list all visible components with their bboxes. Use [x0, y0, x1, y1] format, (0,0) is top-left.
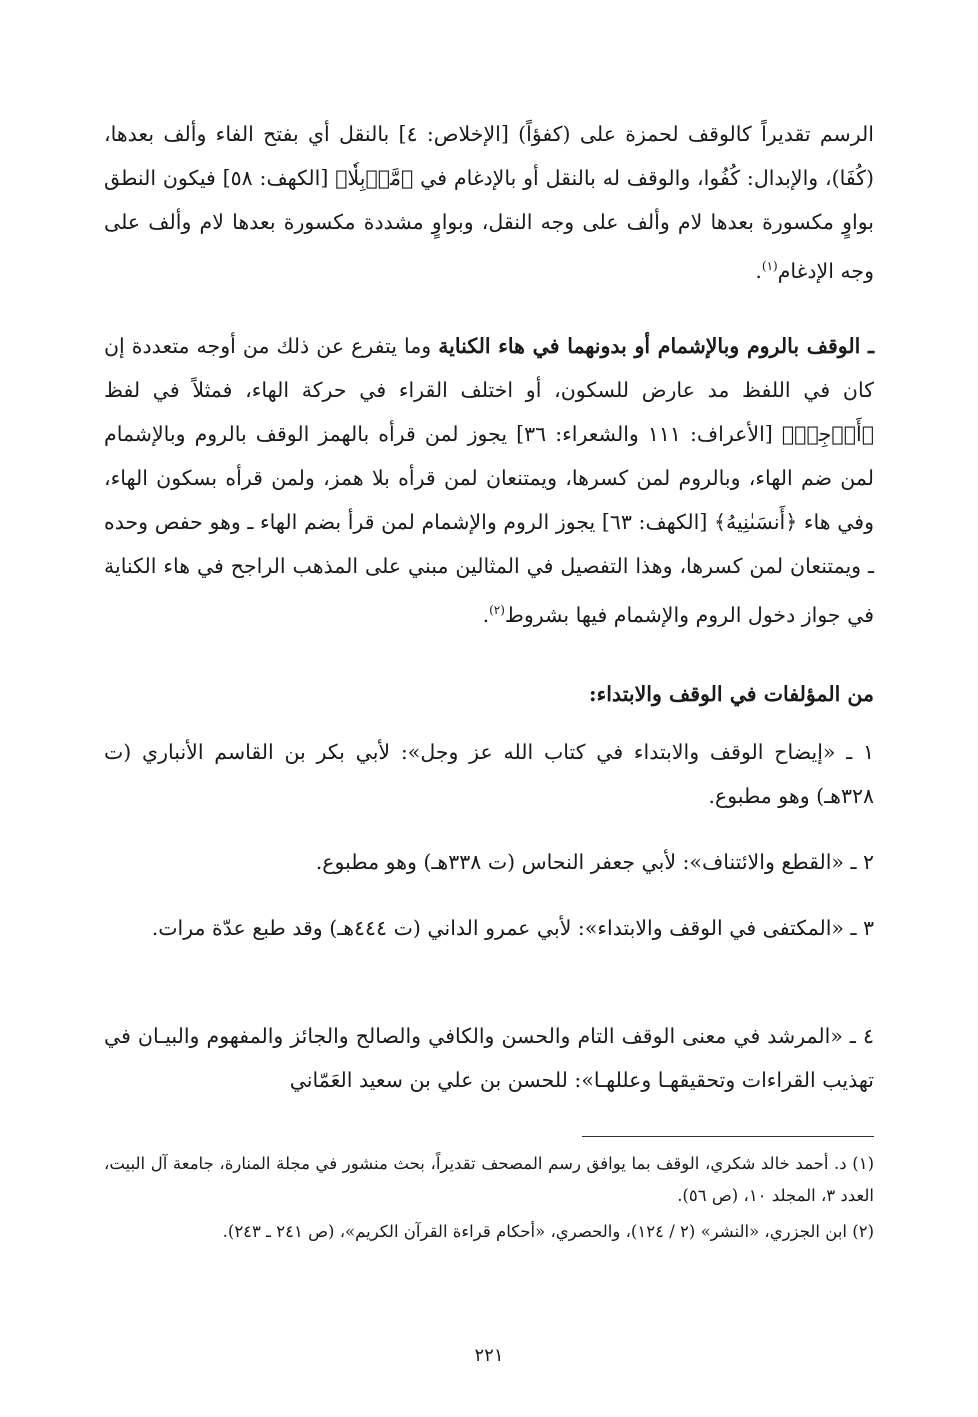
- footnotes: [104, 1148, 874, 1252]
- paragraph-1: [104, 112, 874, 293]
- paragraph-2-text: وما يتفرع عن ذلك من أوجه متعددة إن كان في اللفظ مد عارض للسكون، أو اختلف القراء في حركة الهاء، فمثلاً في لفظ ﴿أَرۡجِهۡ﴾ [الأعراف: ١١١ والشعراء: ٣٦] يجوز لمن قرأه بالهمز الوقف بالروم وبالإشمام لمن ضم الهاء، وبالروم لمن كسرها، ويمتنعان لمن قرأه بلا همز، ولمن قرأه بسكون الهاء، وفي هاء ﴿أَنسَىٰنِيهُ﴾ [الكهف: ٦٣] يجوز الروم والإشمام لمن قرأ بضم الهاء ـ وهو حفص وحده ـ ويمتنعان لمن كسرها، وهذا التفصيل في المثالين مبني على المذهب الراجح في هاء الكناية في جواز دخول الروم والإشمام فيها بشروط: [104, 334, 875, 627]
- list-item-2: ٢ ـ «القطع والائتناف»: لأبي جعفر النحاس (ت ٣٣٨هـ) وهو مطبوع.: [315, 850, 874, 874]
- footnote-1: (١) د. أحمد خالد شكري، الوقف بما يوافق رسم المصحف تقديراً، بحث منشور في مجلة المنارة، جامعة آل البيت، العدد ٣، المجلد ١٠، (ص ٥٦).: [104, 1154, 874, 1205]
- paragraph-2-lead: ـ الوقف بالروم وبالإشمام أو بدونهما في هاء الكناية: [438, 334, 874, 358]
- section-heading: من المؤلفات في الوقف والابتداء:: [589, 682, 874, 706]
- footnote-ref-2[interactable]: (٢): [489, 603, 505, 617]
- footnote-ref-1[interactable]: (١): [761, 259, 778, 273]
- page-number: ٢٢١: [474, 1345, 504, 1366]
- footnote-2: (٢) ابن الجزري، «النشر» (٢ / ١٢٤)، والحصري، «أحكام قراءة القرآن الكريم»، (ص ٢٤١ ـ ٢٤٣).: [222, 1222, 874, 1241]
- list-item-1: ١ ـ «إيضاح الوقف والابتداء في كتاب الله عز وجل»: لأبي بكر بن القاسم الأنباري (ت ٣٢٨هـ) وهو مطبوع.: [104, 740, 874, 808]
- list-item-3: ٣ ـ «المكتفى في الوقف والابتداء»: لأبي عمرو الداني (ت ٤٤٤هـ) وقد طبع عدّة مرات.: [151, 916, 874, 940]
- paragraph-1-text: الرسم تقديراً كالوقف لحمزة على (كفؤاً) [الإخلاص: ٤] بالنقل أي بفتح الفاء وألف بعدها، (كُفَا)، والإبدال: كُفُوا، والوقف له بالنقل أو بالإدغام في ﴿مَّوۡبِلٗا﴾ [الكهف: ٥٨] فيكون النطق بواوٍ مكسورة بعدها لام وألف على وجه النقل، وبواوٍ مشددة مكسورة بعدها لام وألف على وجه الإدغام: [104, 122, 874, 283]
- paragraph-2: [104, 324, 874, 637]
- paragraph-1-end: .: [755, 258, 762, 283]
- footnote-divider: [582, 1136, 874, 1137]
- paragraph-2-end: .: [482, 602, 490, 627]
- list-item-4: ٤ ـ «المرشد في معنى الوقف التام والحسن والكافي والصالح والجائز والمفهوم والبيـان في تهذيب القراءات وتحقيقهـا وعللهـا»: للحسن بن علي بن سعيد العَمّاني: [104, 1024, 874, 1092]
